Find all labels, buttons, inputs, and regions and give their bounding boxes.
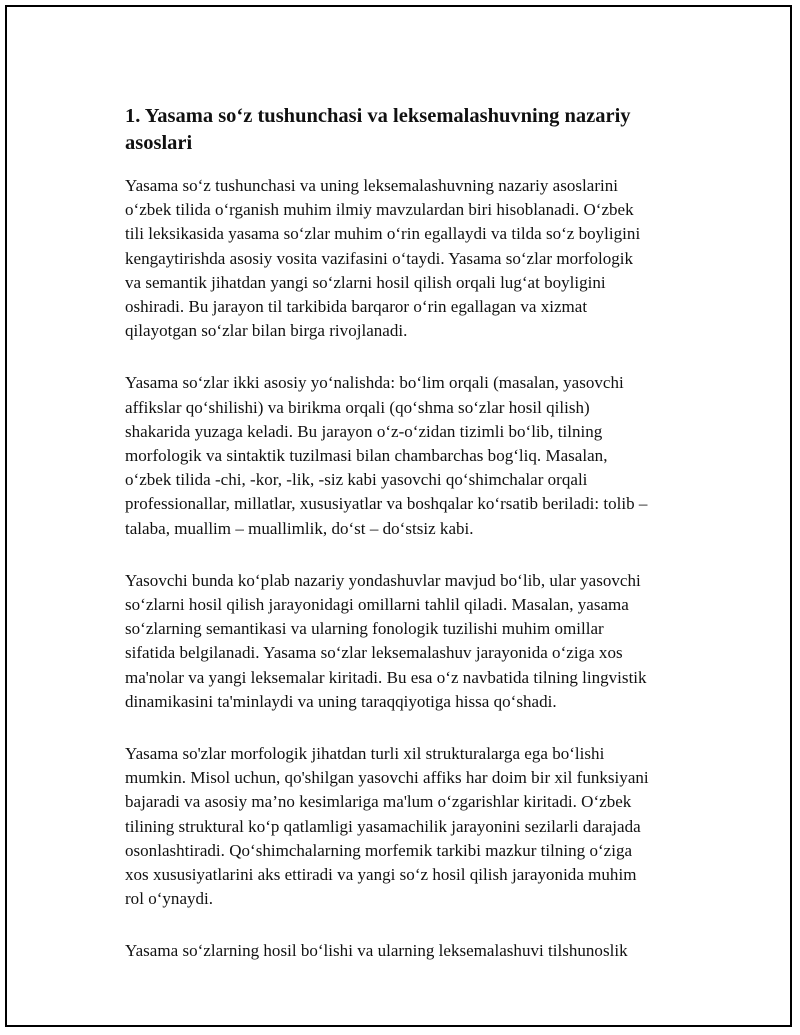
paragraph-3 <box>125 569 695 714</box>
text-line: talaba, muallim – muallimlik, do‘st – do‘stsiz kabi. <box>125 518 474 538</box>
page-frame <box>5 5 792 1027</box>
text-line: Yasama so‘zlar ikki asosiy yo‘nalishda: bo‘lim orqali (masalan, yasovchi <box>125 373 624 393</box>
text-line: tilining struktural ko‘p qatlamligi yasamachilik jarayonini sezilarli darajada <box>125 816 641 836</box>
paragraph-5 <box>125 939 695 963</box>
text-line: mumkin. Misol uchun, qo'shilgan yasovchi affiks har doim bir xil funksiyani <box>125 768 649 788</box>
text-line: o‘zbek tilida o‘rganish muhim ilmiy mavzulardan biri hisoblanadi. O‘zbek <box>125 200 634 220</box>
text-line: va semantik jihatdan yangi so‘zlarni hosil qilish orqali lug‘at boyligini <box>125 272 606 292</box>
text-line: Yasama so‘zlarning hosil bo‘lishi va ularning leksemalashuvi tilshunoslik <box>125 941 628 961</box>
text-line: professionallar, millatlar, xususiyatlar va boshqalar ko‘rsatib beriladi: tolib – <box>125 494 648 514</box>
text-line: xos xususiyatlarini aks ettiradi va yangi so‘z hosil qilish jarayonida muhim <box>125 865 637 885</box>
paragraph-4 <box>125 742 695 911</box>
section-title-line: 1. Yasama so‘z tushunchasi va leksemalashuvning nazariy <box>125 105 631 127</box>
text-line: affikslar qo‘shilishi) va birikma orqali (qo‘shma so‘zlar hosil qilish) <box>125 397 590 417</box>
document-body <box>125 103 695 992</box>
section-title-line: asoslari <box>125 132 193 154</box>
text-line: sifatida belgilanadi. Yasama so‘zlar leksemalashuv jarayonida o‘ziga xos <box>125 643 623 663</box>
text-line: so‘zlarni hosil qilish jarayonidagi omillarni tahlil qiladi. Masalan, yasama <box>125 595 629 615</box>
text-line: Yasama so'zlar morfologik jihatdan turli xil strukturalarga ega bo‘lishi <box>125 744 605 764</box>
text-line: tili leksikasida yasama so‘zlar muhim o‘rin egallaydi va tilda so‘z boyligini <box>125 224 641 244</box>
text-line: qilayotgan so‘zlar bilan birga rivojlanadi. <box>125 321 408 341</box>
text-line: so‘zlarning semantikasi va ularning fonologik tuzilishi muhim omillar <box>125 619 604 639</box>
text-line: Yasovchi bunda ko‘plab nazariy yondashuvlar mavjud bo‘lib, ular yasovchi <box>125 570 641 590</box>
text-line: dinamikasini ta'minlaydi va uning taraqqiyotiga hissa qo‘shadi. <box>125 691 557 711</box>
section-title <box>125 103 695 157</box>
text-line: ma'nolar va yangi leksemalar kiritadi. Bu esa o‘z navbatida tilning lingvistik <box>125 667 647 687</box>
text-line: osonlashtiradi. Qo‘shimchalarning morfemik tarkibi mazkur tilning o‘ziga <box>125 840 633 860</box>
text-line: oshiradi. Bu jarayon til tarkibida barqaror o‘rin egallagan va xizmat <box>125 297 588 317</box>
text-line: rol o‘ynaydi. <box>125 889 214 909</box>
text-line: kengaytirishda asosiy vosita vazifasini o‘taydi. Yasama so‘zlar morfologik <box>125 248 634 268</box>
text-line: bajaradi va asosiy ma’no kesimlariga ma'lum o‘zgarishlar kiritadi. O‘zbek <box>125 792 632 812</box>
text-line: o‘zbek tilida -chi, -kor, -lik, -siz kabi yasovchi qo‘shimchalar orqali <box>125 470 588 490</box>
text-line: shakarida yuzaga keladi. Bu jarayon o‘z-o‘zidan tizimli bo‘lib, tilning <box>125 421 603 441</box>
text-line: Yasama so‘z tushunchasi va uning leksemalashuvning nazariy asoslarini <box>125 176 619 195</box>
paragraph-2 <box>125 371 695 540</box>
text-line: morfologik va sintaktik tuzilmasi bilan chambarchas bog‘liq. Masalan, <box>125 446 608 466</box>
paragraph-1 <box>125 174 695 343</box>
